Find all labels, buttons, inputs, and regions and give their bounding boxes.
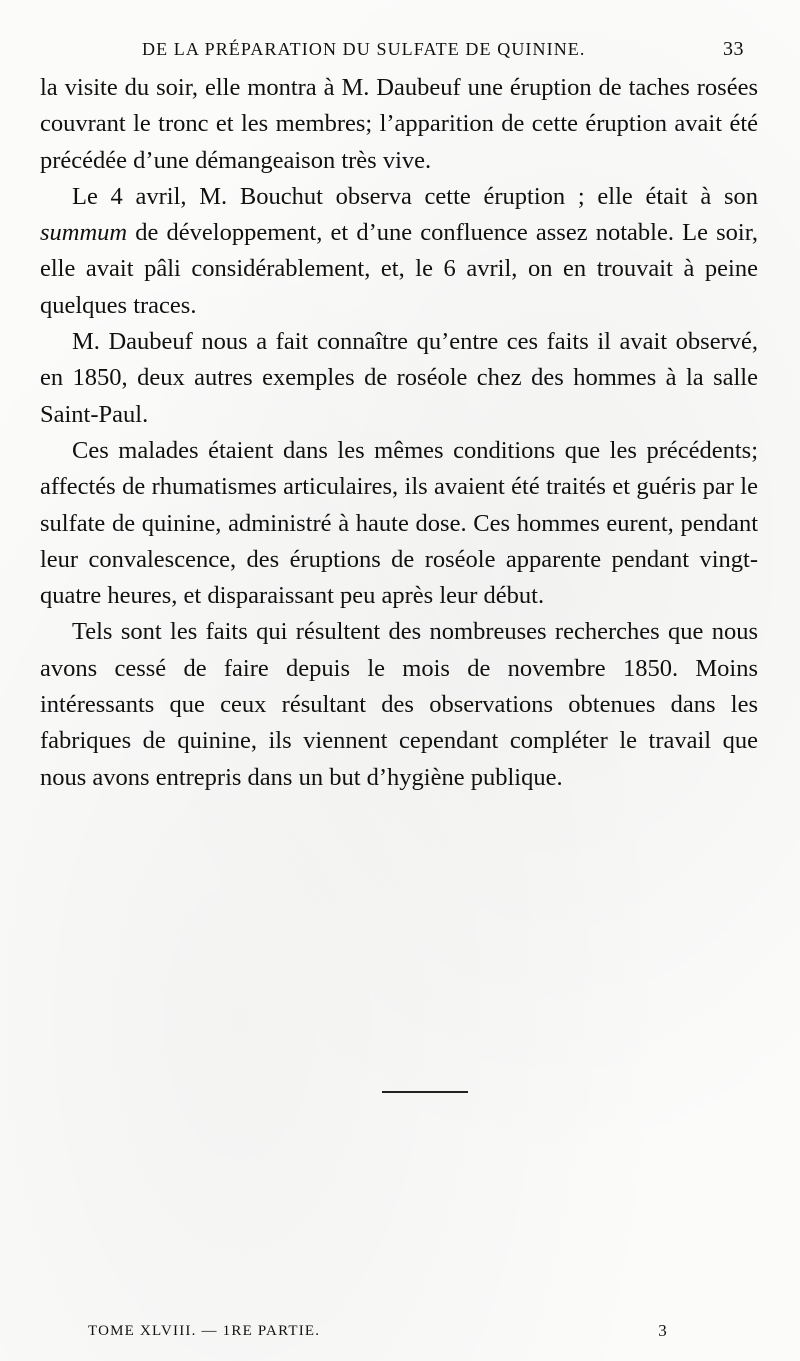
page-footer [88,1318,668,1344]
summum-emphasis: summum [40,219,128,247]
paragraph-4: Ces malades étaient dans les mêmes conditions que les précédents; affectés de rhumatismes articulaires, ils avaient été traités et guéris par le sulfate de quinine, administré à haute dose. Ces hommes eurent, pendant leur convalescence, des éruptions de roséole apparente pendant vingt-quatre heures, et disparaissant peu après leur début. [40,436,758,610]
paragraph-2-part-1: Le 4 avril, M. Bouchut observa cette éruption ; elle était à son [72,182,758,210]
running-title: DE LA PRÉPARATION DU SULFATE DE QUININE. [142,39,586,59]
signature-mark: 3 [658,1321,668,1340]
paragraph-2 [40,179,758,324]
section-rule [382,1091,468,1093]
paragraph-2-part-2: de développement, et d’une confluence assez notable. Le soir, elle avait pâli considérablement, et, le 6 avril, on en trouvait à peine quelques traces. [40,219,758,319]
paragraph-3: M. Daubeuf nous a fait connaître qu’entre ces faits il avait observé, en 1850, deux autres exemples de roséole chez des hommes à la salle Saint-Paul. [40,328,758,428]
volume-label: TOME XLVIII. — 1RE PARTIE. [88,1323,321,1339]
page-number: 33 [723,38,744,60]
body-text [40,70,758,796]
paragraph-5: Tels sont les faits qui résultent des nombreuses recherches que nous avons cessé de faire depuis le mois de novembre 1850. Moins intéressants que ceux résultant des observations obtenues dans les fabriques de quinine, ils viennent cependant compléter le travail que nous avons entrepris dans un but d’hygiène publique. [40,618,758,791]
paragraph-1: la visite du soir, elle montra à M. Daubeuf une éruption de taches rosées couvrant le tronc et les membres; l’apparition de cette éruption avait été précédée d’une démangeaison très vive. [40,74,758,174]
running-head [40,34,760,64]
